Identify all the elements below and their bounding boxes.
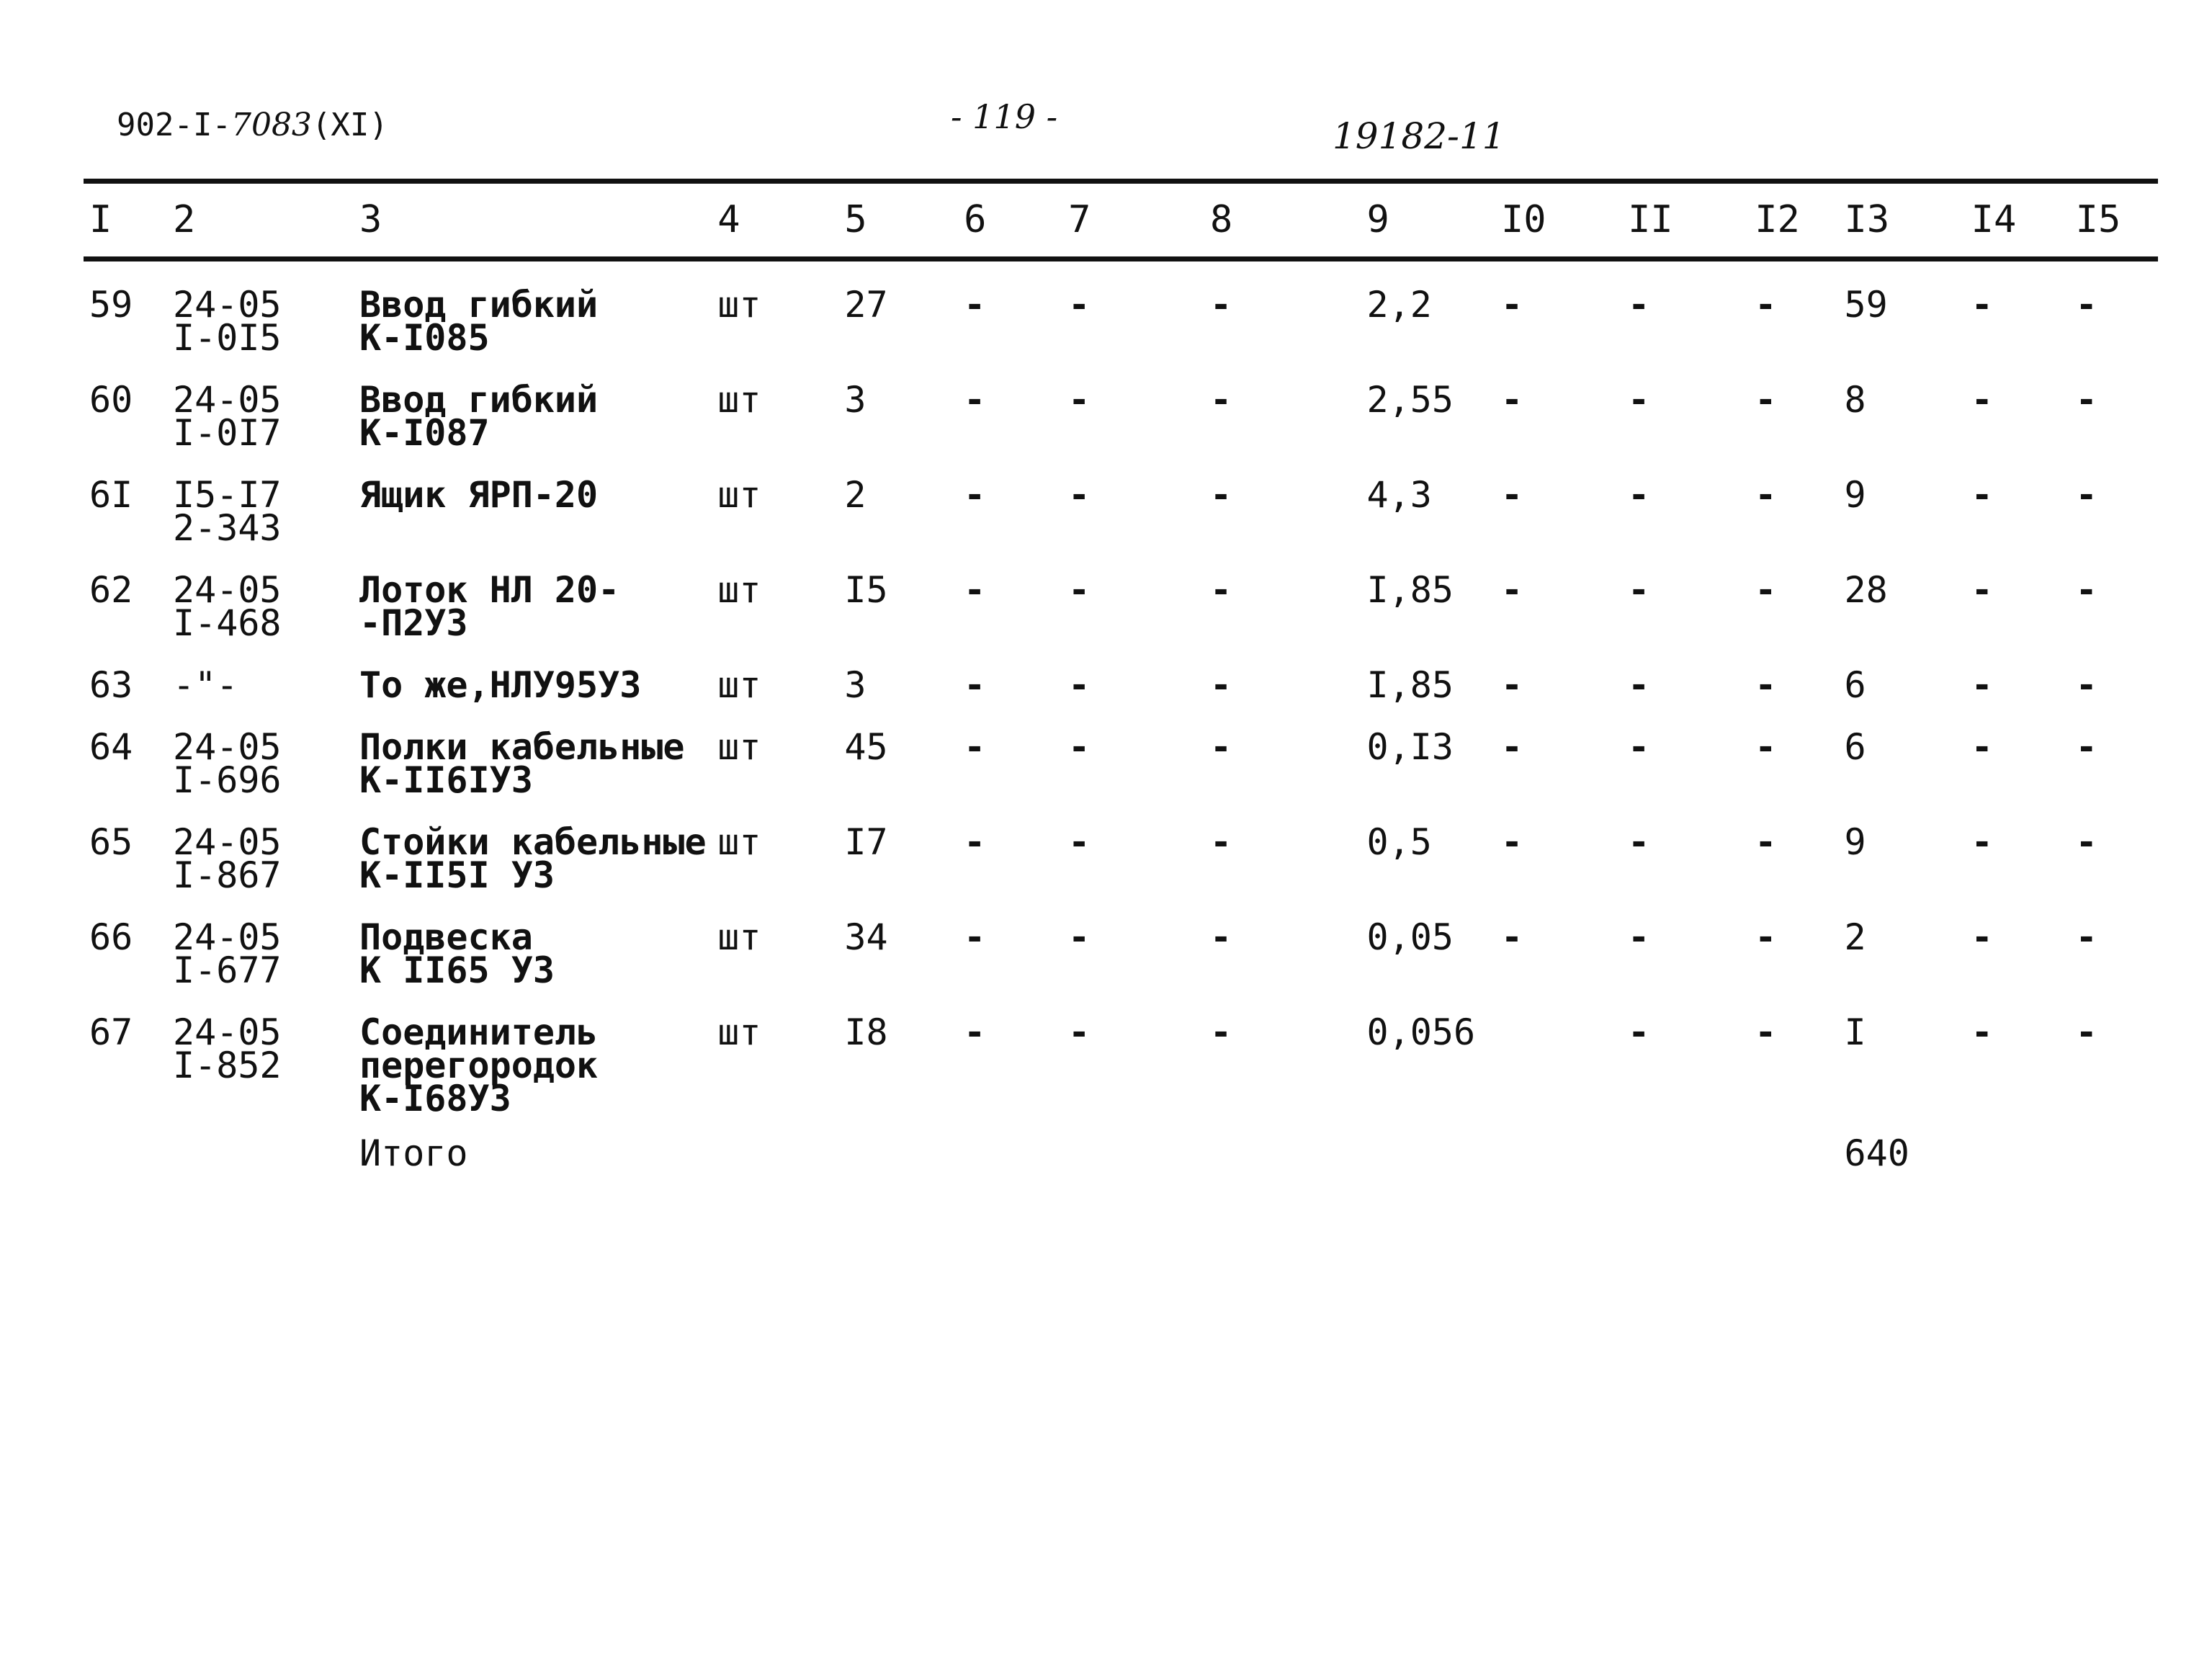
total-weight-cell: 59 (1844, 284, 1888, 326)
col10-cell: - (1501, 726, 1523, 768)
col14-cell: - (1971, 569, 1993, 611)
column-header-11: II (1628, 198, 1673, 241)
table-row (84, 259, 2158, 354)
col10-cell: - (1501, 284, 1523, 326)
col12-cell: - (1755, 569, 1777, 611)
unit-cell: шт (717, 569, 761, 611)
row-number: 6I (89, 474, 133, 516)
code-cell: 24-05 I-677 (173, 916, 282, 991)
total-weight-cell: I (1844, 1011, 1866, 1053)
code-cell: 24-05 I-0I5 (173, 284, 282, 359)
col14-cell: - (1971, 664, 1993, 706)
name-cell: Стойки кабельные К-II5I УЗ (359, 821, 707, 896)
col14-cell: - (1971, 916, 1993, 958)
col11-cell: - (1628, 569, 1650, 611)
col12-cell: - (1755, 821, 1777, 863)
col11-cell: - (1628, 284, 1650, 326)
unit-weight-cell: 0,I3 (1366, 726, 1454, 768)
column-header-15: I5 (2075, 198, 2121, 241)
table-row (84, 640, 2158, 702)
doc-code-handwritten: 7083 (230, 107, 312, 143)
unit-cell: шт (717, 284, 761, 326)
col11-cell: - (1628, 916, 1650, 958)
empty-cell (958, 1115, 1062, 1170)
unit-cell: шт (717, 821, 761, 863)
doc-code-prefix: 902-I- (117, 107, 231, 143)
total-weight-cell: 6 (1844, 664, 1866, 706)
unit-weight-cell: I,85 (1366, 664, 1454, 706)
column-header-row (84, 180, 2158, 259)
qty-cell: 45 (844, 726, 888, 768)
qty-cell: 3 (844, 664, 867, 706)
col7-cell: - (1068, 569, 1091, 611)
col10-cell: - (1501, 664, 1523, 706)
unit-weight-cell: 2,55 (1366, 379, 1454, 421)
empty-cell (167, 1115, 354, 1170)
row-number: 64 (89, 726, 133, 768)
col8-cell: - (1209, 379, 1232, 421)
col15-cell: - (2075, 664, 2097, 706)
col8-cell: - (1209, 474, 1232, 516)
col7-cell: - (1068, 726, 1091, 768)
col7-cell: - (1068, 821, 1091, 863)
name-cell: Соединитель перегородок К-I68УЗ (359, 1011, 599, 1119)
col12-cell: - (1755, 726, 1777, 768)
column-header-10: I0 (1501, 198, 1546, 241)
column-header-14: I4 (1971, 198, 2017, 241)
col8-cell: - (1209, 1011, 1232, 1053)
col14-cell: - (1971, 474, 1993, 516)
column-header-1: I (89, 198, 112, 241)
col15-cell: - (2075, 916, 2097, 958)
row-number: 65 (89, 821, 133, 863)
qty-cell: I5 (844, 569, 888, 611)
column-header-5: 5 (844, 198, 867, 241)
unit-weight-cell: I,85 (1366, 569, 1454, 611)
total-weight-cell: 8 (1844, 379, 1866, 421)
col12-cell: - (1755, 474, 1777, 516)
row-number: 67 (89, 1011, 133, 1053)
col15-cell: - (2075, 569, 2097, 611)
page-number: - 119 - (951, 97, 1058, 136)
col10-cell (1495, 987, 1622, 1115)
unit-weight-cell: 2,2 (1366, 284, 1432, 326)
col12-cell: - (1755, 916, 1777, 958)
name-cell: Лоток НЛ 20- -П2УЗ (359, 569, 620, 644)
col14-cell: - (1971, 726, 1993, 768)
table-row (84, 892, 2158, 987)
column-header-4: 4 (717, 198, 740, 241)
column-header-7: 7 (1068, 198, 1091, 241)
col14-cell: - (1971, 284, 1993, 326)
column-header-6: 6 (964, 198, 987, 241)
row-number: 60 (89, 379, 133, 421)
col10-cell: - (1501, 916, 1523, 958)
column-header-12: I2 (1755, 198, 1800, 241)
col6-cell: - (964, 474, 986, 516)
col7-cell: - (1068, 379, 1091, 421)
code-cell: I5-I7 2-343 (173, 474, 282, 549)
unit-cell: шт (717, 916, 761, 958)
col14-cell: - (1971, 1011, 1993, 1053)
col15-cell: - (2075, 379, 2097, 421)
col6-cell: - (964, 916, 986, 958)
qty-cell: 27 (844, 284, 888, 326)
col12-cell: - (1755, 379, 1777, 421)
col15-cell: - (2075, 726, 2097, 768)
code-cell: 24-05 I-696 (173, 726, 282, 801)
row-number: 66 (89, 916, 133, 958)
col11-cell: - (1628, 664, 1650, 706)
col11-cell: - (1628, 821, 1650, 863)
col11-cell: - (1628, 474, 1650, 516)
empty-cell (838, 1115, 958, 1170)
table-row (84, 354, 2158, 450)
col8-cell: - (1209, 821, 1232, 863)
unit-weight-cell: 0,5 (1366, 821, 1432, 863)
col6-cell: - (964, 379, 986, 421)
col7-cell: - (1068, 664, 1091, 706)
total-value: 640 (1844, 1132, 1909, 1174)
col10-cell: - (1501, 379, 1523, 421)
column-header-8: 8 (1209, 198, 1233, 241)
col8-cell: - (1209, 916, 1232, 958)
qty-cell: 2 (844, 474, 867, 516)
name-cell: Полки кабельные К-II6IУЗ (359, 726, 685, 801)
col10-cell: - (1501, 569, 1523, 611)
total-row (84, 1115, 2158, 1170)
col7-cell: - (1068, 284, 1091, 326)
unit-cell: шт (717, 474, 761, 516)
empty-cell (1495, 1115, 1622, 1170)
empty-cell (1062, 1115, 1204, 1170)
qty-cell: 34 (844, 916, 888, 958)
row-number: 62 (89, 569, 133, 611)
col15-cell: - (2075, 821, 2097, 863)
name-cell: То же,НЛУ95УЗ (359, 664, 642, 706)
col6-cell: - (964, 726, 986, 768)
col12-cell: - (1755, 664, 1777, 706)
col11-cell: - (1628, 1011, 1650, 1053)
specification-table (84, 180, 2158, 1174)
code-cell: 24-05 I-852 (173, 1011, 282, 1086)
code-cell: 24-05 I-468 (173, 569, 282, 644)
col6-cell: - (964, 569, 986, 611)
code-cell: 24-05 I-867 (173, 821, 282, 896)
unit-cell: шт (717, 379, 761, 421)
name-cell: Ввод гибкий К-I087 (359, 379, 599, 454)
empty-cell (712, 1115, 838, 1170)
col7-cell: - (1068, 1011, 1091, 1053)
col12-cell: - (1755, 1011, 1777, 1053)
row-number: 63 (89, 664, 133, 706)
code-cell: -"- (173, 664, 238, 706)
table-row (84, 797, 2158, 892)
name-cell: Ящик ЯРП-20 (359, 474, 599, 516)
unit-weight-cell: 4,3 (1366, 474, 1432, 516)
table-row (84, 450, 2158, 545)
col8-cell: - (1209, 284, 1232, 326)
empty-cell (84, 1115, 167, 1170)
col14-cell: - (1971, 821, 1993, 863)
name-cell: Подвеска К II65 УЗ (359, 916, 555, 991)
col7-cell: - (1068, 916, 1091, 958)
column-header-2: 2 (173, 198, 196, 241)
col11-cell: - (1628, 379, 1650, 421)
archive-number: 19182-11 (1333, 115, 1505, 157)
col15-cell: - (2075, 474, 2097, 516)
col12-cell: - (1755, 284, 1777, 326)
unit-cell: шт (717, 1011, 761, 1053)
total-weight-cell: 9 (1844, 474, 1866, 516)
qty-cell: 3 (844, 379, 867, 421)
column-header-9: 9 (1366, 198, 1389, 241)
col6-cell: - (964, 664, 986, 706)
col7-cell: - (1068, 474, 1091, 516)
total-weight-cell: 2 (1844, 916, 1866, 958)
col10-cell: - (1501, 821, 1523, 863)
col10-cell: - (1501, 474, 1523, 516)
table-row (84, 545, 2158, 640)
column-header-13: I3 (1844, 198, 1890, 241)
col11-cell: - (1628, 726, 1650, 768)
col15-cell: - (2075, 284, 2097, 326)
name-cell: Ввод гибкий К-I085 (359, 284, 599, 359)
unit-cell: шт (717, 726, 761, 768)
total-weight-cell: 28 (1844, 569, 1888, 611)
total-label: Итого (359, 1132, 468, 1174)
column-header-3: 3 (359, 198, 382, 241)
empty-cell (1361, 1115, 1495, 1170)
empty-cell (1749, 1115, 1838, 1170)
col15-cell: - (2075, 1011, 2097, 1053)
total-weight-cell: 6 (1844, 726, 1866, 768)
empty-cell (1622, 1115, 1749, 1170)
empty-cell (2070, 1115, 2158, 1170)
unit-weight-cell: 0,05 (1366, 916, 1454, 958)
table-row (84, 987, 2158, 1115)
col14-cell: - (1971, 379, 1993, 421)
qty-cell: I8 (844, 1011, 888, 1053)
qty-cell: I7 (844, 821, 888, 863)
col8-cell: - (1209, 664, 1232, 706)
unit-weight-cell: 0,056 (1366, 1011, 1476, 1053)
empty-cell (1966, 1115, 2070, 1170)
table-row (84, 702, 2158, 797)
col6-cell: - (964, 284, 986, 326)
col8-cell: - (1209, 726, 1232, 768)
doc-code-suffix: (XI) (311, 107, 388, 143)
doc-code (117, 107, 388, 143)
empty-cell (1204, 1115, 1361, 1170)
row-number: 59 (89, 284, 133, 326)
col6-cell: - (964, 1011, 986, 1053)
col8-cell: - (1209, 569, 1232, 611)
total-weight-cell: 9 (1844, 821, 1866, 863)
unit-cell: шт (717, 664, 761, 706)
code-cell: 24-05 I-0I7 (173, 379, 282, 454)
col6-cell: - (964, 821, 986, 863)
